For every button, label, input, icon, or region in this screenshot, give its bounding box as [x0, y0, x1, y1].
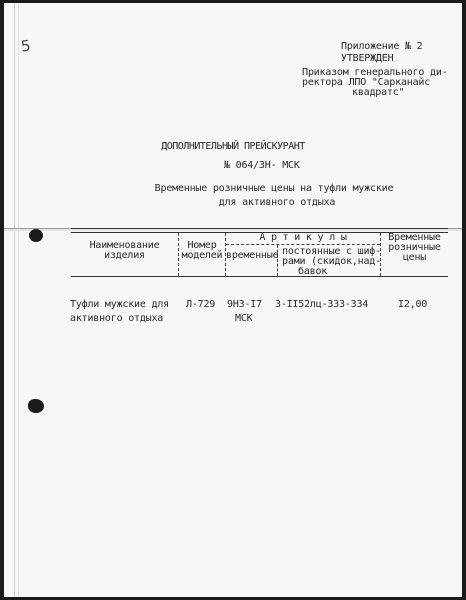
fold-shadow	[4, 229, 462, 231]
punch-hole	[29, 229, 43, 242]
row-temp: 9НЗ-I7	[227, 299, 262, 310]
row-model: Л-729	[186, 299, 216, 310]
header-price: цены	[402, 252, 427, 263]
subtitle-line: Временные розничные цены на туфли мужские	[154, 183, 394, 194]
approval-line: ректора ЛПО "Сарканайс	[302, 77, 431, 88]
header-perm: постоянные с шиф-	[282, 246, 381, 257]
row-temp: МСК	[235, 313, 253, 324]
approval-line: УТВЕРЖДЕН	[341, 53, 394, 64]
header-model: моделей	[181, 250, 223, 261]
document-page	[4, 3, 462, 597]
header-price: Временные	[388, 232, 441, 243]
header-perm: рами (скидок,над-	[282, 256, 381, 267]
header-name: изделия	[104, 250, 145, 261]
page-edge-line	[18, 3, 19, 597]
approval-line: Приложение № 2	[341, 41, 423, 52]
price-list-title: ДОПОЛНИТЕЛЬНЫЙ ПРЕЙСКУРАНТ	[161, 141, 305, 152]
header-temp: временные	[226, 250, 279, 261]
price-list-number: № 064/ЗН- МСК	[224, 160, 300, 171]
header-model: Номер	[187, 240, 217, 251]
handwritten-page-number: 5	[19, 36, 32, 56]
approval-line: Приказом генерального ди-	[302, 67, 448, 78]
table-header-bottom-border	[71, 276, 448, 277]
page-edge-line	[14, 3, 15, 597]
row-perm: 3-II52лц-333-334	[275, 299, 369, 310]
header-perm: бавок	[298, 266, 328, 277]
subtitle-line: для активного отдыха	[218, 197, 336, 208]
row-name: Туфли мужские для	[70, 299, 169, 310]
punch-hole	[28, 399, 44, 413]
header-articles: А р т и к у л ы	[259, 232, 347, 243]
row-price: I2,00	[398, 299, 428, 310]
approval-line: квадратс"	[352, 87, 405, 98]
header-price: розничные	[388, 242, 441, 253]
row-name: активного отдыха	[70, 313, 164, 324]
table-top-border	[71, 228, 448, 229]
header-name: Наименование	[89, 240, 160, 251]
